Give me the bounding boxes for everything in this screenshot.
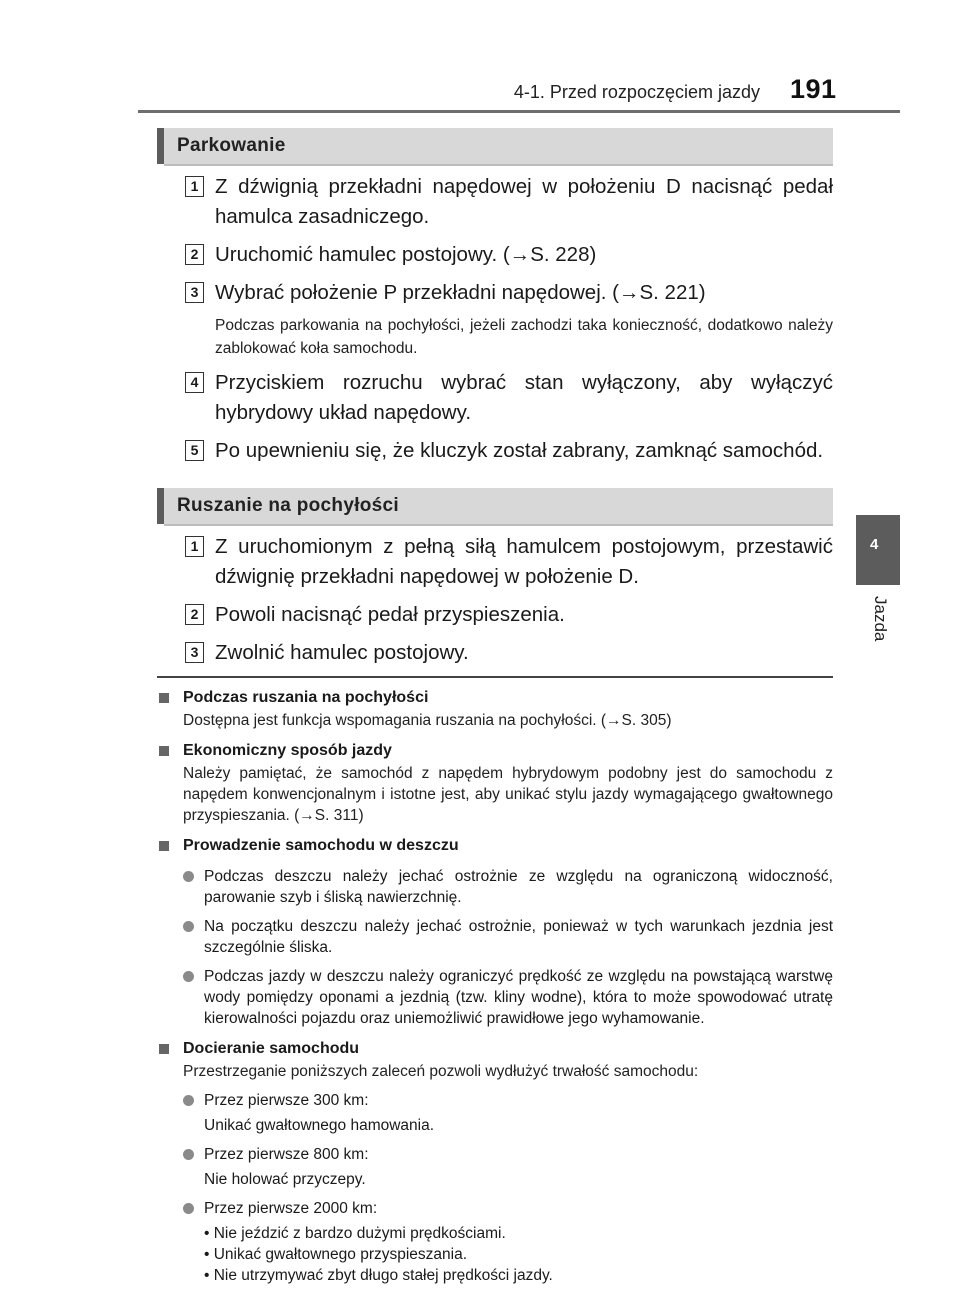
step-text: Po upewnieniu się, że kluczyk został zabrany, zamknąć samochód. <box>215 439 824 462</box>
note-title: Podczas ruszania na pochyłości <box>183 688 429 706</box>
step-text: Zwolnić hamulec postojowy. <box>215 641 469 664</box>
circle-bullet-icon <box>183 971 194 982</box>
square-bullet-icon <box>159 1044 169 1054</box>
bullet-text: Przez pierwsze 800 km: <box>204 1145 369 1163</box>
parking-steps <box>157 172 833 466</box>
step-text: Powoli nacisnąć pedał przyspieszenia. <box>215 603 565 626</box>
page-number: 191 <box>790 74 837 104</box>
list-item <box>183 1198 833 1219</box>
square-bullet-icon <box>159 746 169 756</box>
chapter-number: 4 <box>870 536 879 553</box>
note-body: Przestrzeganie poniższych zaleceń pozwoli wydłużyć trwałość samochodu: <box>183 1062 699 1080</box>
page-content <box>157 128 833 1286</box>
bullet-sub-line: • Unikać gwałtownego przyspieszania. <box>204 1245 468 1263</box>
bullet-sub-line: Nie holować przyczepy. <box>204 1170 366 1188</box>
header-section-title: 4-1. Przed rozpoczęciem jazdy <box>513 82 760 102</box>
bullet-text: Przez pierwsze 2000 km: <box>204 1199 378 1217</box>
note-title: Ekonomiczny sposób jazdy <box>183 741 392 759</box>
bullet-text: Przez pierwsze 300 km: <box>204 1091 369 1109</box>
parking-note: Podczas parkowania na pochyłości, jeżeli zachodzi taka konieczność, dodatkowo należy zablokować koła samochodu. <box>215 317 833 357</box>
step-number: 1 <box>185 176 204 197</box>
step <box>157 172 833 232</box>
step <box>157 600 833 630</box>
list-item <box>183 966 833 1029</box>
step-number: 3 <box>185 282 204 303</box>
circle-bullet-icon <box>183 1203 194 1214</box>
step-number: 1 <box>185 536 204 557</box>
header-rule <box>138 110 900 113</box>
bullet-text: Podczas deszczu należy jechać ostrożnie ze względu na ograniczoną widoczność, parowanie szyb i śliską nawierzchnię. <box>204 867 833 906</box>
step <box>157 240 833 270</box>
note-body: Dostępna jest funkcja wspomagania ruszania na pochyłości. (→S. 305) <box>183 711 672 729</box>
step <box>157 638 833 668</box>
step-text: Przyciskiem rozruchu wybrać stan wyłączony, aby wyłączyć hybrydowy układ napędowy. <box>215 371 833 424</box>
list-item <box>183 916 833 958</box>
chapter-label-text: Jazda <box>871 596 890 642</box>
bullet-sub-line: • Nie jeździć z bardzo dużymi prędkościami. <box>204 1224 506 1242</box>
list-item <box>183 1144 833 1165</box>
step-number: 3 <box>185 642 204 663</box>
note-heading <box>157 1037 833 1061</box>
note-body: Należy pamiętać, że samochód z napędem hybrydowym podobny jest do samochodu z napędem konwencjonalnym i istotne jest, aby unikać stylu jazdy wymagającego gwałtownego przyspieszania. (→S. 311) <box>183 764 833 824</box>
step <box>157 532 833 592</box>
note-title: Docieranie samochodu <box>183 1039 360 1057</box>
list-item <box>183 1090 833 1111</box>
circle-bullet-icon <box>183 921 194 932</box>
chapter-label <box>866 596 896 656</box>
bullet-text: Podczas jazdy w deszczu należy ograniczyć prędkość ze względu na powstającą warstwę wody pomiędzy oponami a jezdnią (tzw. kliny wodne), która to może spowodować utratę kierowalności pojazdu oraz uniemożliwić prawidłowe jego wyhamowanie. <box>204 967 833 1027</box>
step <box>157 436 833 466</box>
step-number: 2 <box>185 244 204 265</box>
circle-bullet-icon <box>183 871 194 882</box>
bullet-text: Na początku deszczu należy jechać ostrożnie, ponieważ w tych warunkach jezdnia jest szczególnie śliska. <box>204 917 833 956</box>
note-heading <box>157 834 833 858</box>
step-text: Uruchomić hamulec postojowy. (→S. 228) <box>215 243 597 266</box>
note-title: Prowadzenie samochodu w deszczu <box>183 836 459 854</box>
section-title-parking: Parkowanie <box>157 128 833 164</box>
circle-bullet-icon <box>183 1149 194 1160</box>
step-number: 5 <box>185 440 204 461</box>
bullet-sub-line: • Nie utrzymywać zbyt długo stałej prędkości jazdy. <box>204 1266 553 1284</box>
hill-start-steps <box>157 532 833 668</box>
notes-divider <box>157 676 833 678</box>
section-title-hill-start: Ruszanie na pochyłości <box>157 488 833 524</box>
circle-bullet-icon <box>183 1095 194 1106</box>
step-number: 4 <box>185 372 204 393</box>
square-bullet-icon <box>159 841 169 851</box>
step-text: Z dźwignią przekładni napędowej w położeniu D nacisnąć pedał hamulca zasadniczego. <box>215 175 833 228</box>
step-text: Z uruchomionym z pełną siłą hamulcem postojowym, przestawić dźwignię przekładni napędowej w położenie D. <box>215 535 833 588</box>
list-item <box>183 866 833 908</box>
step-number: 2 <box>185 604 204 625</box>
step <box>157 368 833 428</box>
note-heading <box>157 739 833 763</box>
step-text: Wybrać położenie P przekładni napędowej. (→S. 221) <box>215 281 706 304</box>
bullet-sub-line: Unikać gwałtownego hamowania. <box>204 1116 435 1134</box>
note-heading <box>157 686 833 710</box>
square-bullet-icon <box>159 693 169 703</box>
step <box>157 278 833 308</box>
